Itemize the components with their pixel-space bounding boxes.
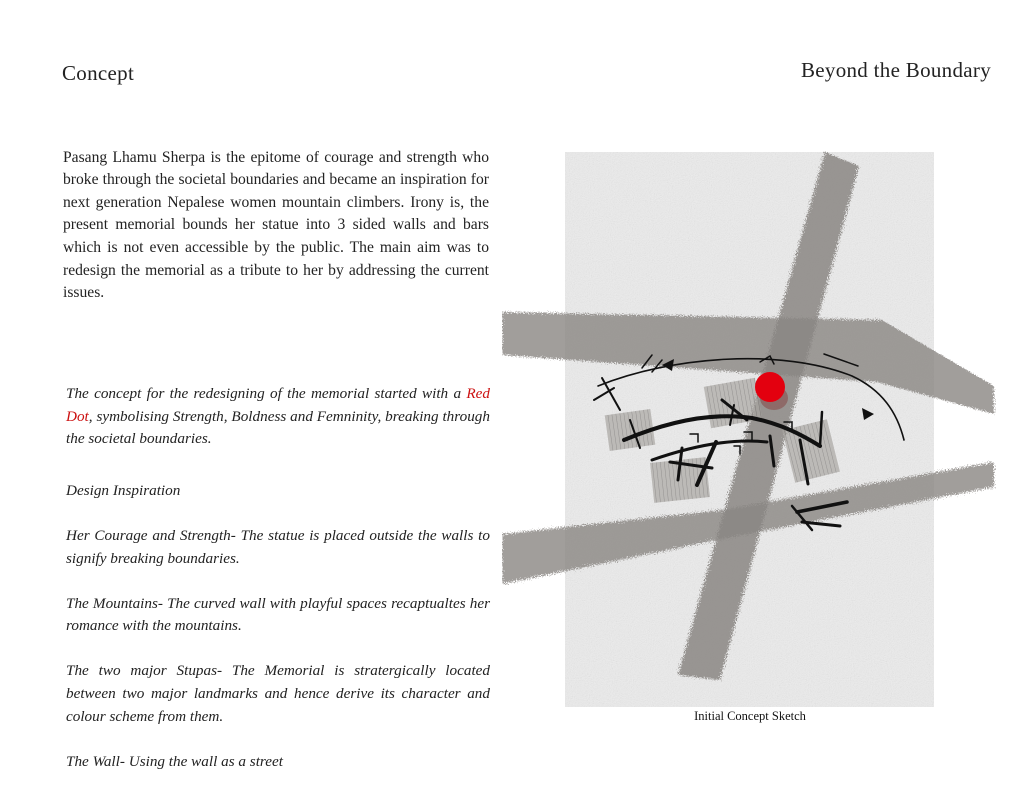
design-inspiration — [66, 480, 490, 796]
red-dot-label: Red Dot — [66, 385, 490, 425]
concept-text-after: , symbolising Strength, Boldness and Femninity, breaking through the societal boundaries. — [66, 407, 490, 448]
concept-paragraph — [66, 383, 490, 451]
intro-paragraph: Pasang Lhamu Sherpa is the epitome of courage and strength who broke through the societal boundaries and became an inspiration for next generation Nepalese women mountain climbers. Irony is, the present memorial bounds her statue into 3 sided walls and bars which is not even accessible by the public. The main aim was to redesign the memorial as a tribute to her by addressing the current issues. — [63, 148, 489, 302]
concept-sketch — [502, 150, 996, 710]
header-left-title: Concept — [62, 61, 135, 85]
design-item-wall: The Wall- Using the wall as a street — [66, 752, 283, 770]
design-title: Design Inspiration — [66, 482, 181, 499]
design-item-mountains: The Mountains- The curved wall with playful spaces recaptualtes her romance with the mountains. — [66, 594, 490, 635]
design-item-courage: Her Courage and Strength- The statue is placed outside the walls to signify breaking boundaries. — [66, 527, 490, 567]
red-dot-icon — [755, 372, 785, 402]
design-item-stupas: The two major Stupas- The Memorial is stratergically located between two major landmarks and hence derive its character and colour scheme from them. — [66, 662, 490, 725]
sketch-caption: Initial Concept Sketch — [694, 709, 806, 723]
header-right-title: Beyond the Boundary — [800, 58, 991, 82]
concept-text-before: The concept for the redesigning of the memorial started with a — [66, 385, 467, 403]
